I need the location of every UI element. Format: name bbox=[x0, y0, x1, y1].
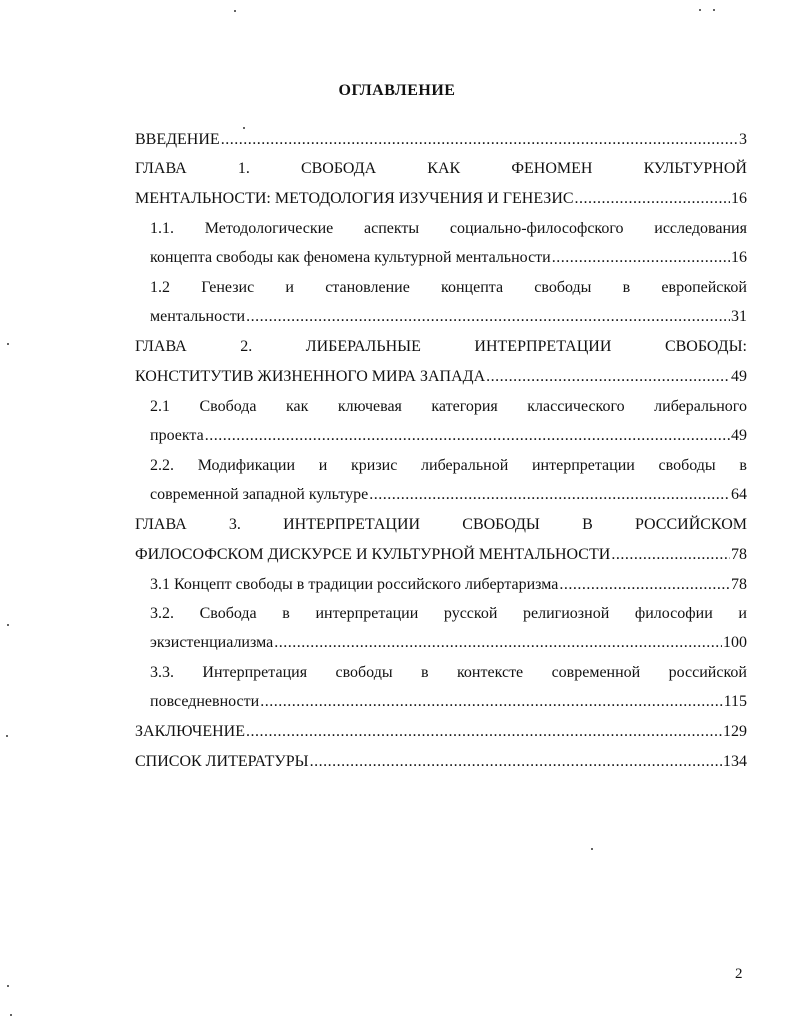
dot-leader bbox=[221, 127, 738, 153]
scan-speck bbox=[591, 848, 593, 850]
toc-chapter-3-line1[interactable] bbox=[135, 512, 747, 538]
toc-page-number: 49 bbox=[731, 427, 747, 444]
toc-entry-text: современной западной культуре bbox=[150, 486, 369, 503]
word: либерального bbox=[654, 398, 747, 415]
toc-section-1-2-line1[interactable] bbox=[150, 275, 747, 301]
word: современной bbox=[551, 664, 641, 681]
toc-chapter-1-line2[interactable] bbox=[135, 186, 747, 212]
word: и bbox=[738, 605, 747, 622]
word: и bbox=[318, 457, 328, 474]
scan-speck bbox=[234, 10, 236, 12]
toc-section-3-1[interactable] bbox=[150, 572, 747, 598]
toc-page-number: 49 bbox=[731, 368, 747, 385]
toc-section-3-2-line1[interactable] bbox=[150, 601, 747, 627]
dot-leader bbox=[486, 364, 730, 390]
word: СВОБОДЫ: bbox=[664, 338, 747, 355]
word: 3.3. bbox=[150, 664, 174, 681]
word: Методологические bbox=[204, 220, 334, 237]
toc-section-1-1-line2[interactable] bbox=[150, 245, 747, 271]
word: кризис bbox=[351, 457, 398, 474]
word: концепта bbox=[441, 279, 504, 296]
toc-chapter-1-line1[interactable] bbox=[135, 156, 747, 182]
scan-speck bbox=[6, 735, 8, 737]
toc-page-number: 16 bbox=[731, 190, 747, 207]
word: аспекты bbox=[364, 220, 420, 237]
toc-page-number: 100 bbox=[723, 634, 747, 651]
toc-section-3-2-line2[interactable] bbox=[150, 630, 747, 656]
toc-entry-text: ментальности bbox=[150, 308, 246, 325]
toc-section-1-1-line1[interactable] bbox=[150, 216, 747, 242]
word: ГЛАВА bbox=[135, 338, 187, 355]
toc-section-2-2-line1[interactable] bbox=[150, 453, 747, 479]
word: ЛИБЕРАЛЬНЫЕ bbox=[305, 338, 421, 355]
scan-speck bbox=[713, 9, 715, 11]
word: 3. bbox=[228, 516, 241, 533]
word: категория bbox=[431, 398, 498, 415]
word: классического bbox=[527, 398, 625, 415]
word: КУЛЬТУРНОЙ bbox=[643, 160, 747, 177]
word: КАК bbox=[427, 160, 461, 177]
word: Свобода bbox=[199, 398, 257, 415]
word: 1. bbox=[237, 160, 250, 177]
word: и bbox=[285, 279, 294, 296]
dot-leader bbox=[274, 630, 722, 656]
word: 1.2 bbox=[150, 279, 170, 296]
toc-page-number: 78 bbox=[731, 576, 747, 593]
toc-page-number: 129 bbox=[723, 723, 747, 740]
word: ИНТЕРПРЕТАЦИИ bbox=[283, 516, 421, 533]
word: контексте bbox=[456, 664, 524, 681]
scan-speck bbox=[10, 1014, 12, 1016]
word: 2.2. bbox=[150, 457, 174, 474]
dot-leader bbox=[246, 304, 730, 330]
toc-page-number: 115 bbox=[723, 693, 747, 710]
word: 2.1 bbox=[150, 398, 170, 415]
page-number: 2 bbox=[735, 966, 743, 982]
word: Свобода bbox=[199, 605, 257, 622]
toc-chapter-3-line2[interactable] bbox=[135, 542, 747, 568]
toc-page-number: 31 bbox=[731, 308, 747, 325]
toc-entry-text: 3.1 Концепт свободы в традиции российского либертаризма bbox=[150, 576, 559, 593]
toc-entry-text: МЕНТАЛЬНОСТИ: МЕТОДОЛОГИЯ ИЗУЧЕНИЯ И ГЕНЕЗИС bbox=[135, 190, 574, 207]
dot-leader bbox=[611, 542, 730, 568]
word: ГЛАВА bbox=[135, 160, 187, 177]
dot-leader bbox=[246, 719, 722, 745]
word: СВОБОДА bbox=[300, 160, 377, 177]
word: европейской bbox=[661, 279, 747, 296]
dot-leader bbox=[552, 245, 730, 271]
dot-leader bbox=[310, 749, 722, 775]
page-title: ОГЛАВЛЕНИЕ bbox=[338, 82, 456, 99]
toc-entry-text: ФИЛОСОФСКОМ ДИСКУРСЕ И КУЛЬТУРНОЙ МЕНТАЛЬНОСТИ bbox=[135, 546, 611, 563]
scan-speck bbox=[699, 9, 701, 11]
word: становление bbox=[325, 279, 410, 296]
word: ФЕНОМЕН bbox=[511, 160, 593, 177]
word: социально-философского bbox=[449, 220, 624, 237]
word: интерпретации bbox=[531, 457, 635, 474]
dot-leader bbox=[205, 423, 730, 449]
word: 2. bbox=[240, 338, 253, 355]
toc-section-3-3-line1[interactable] bbox=[150, 660, 747, 686]
word: РОССИЙСКОМ bbox=[634, 516, 747, 533]
toc-section-1-2-line2[interactable] bbox=[150, 304, 747, 330]
toc-entry-text: проекта bbox=[150, 427, 204, 444]
toc-entry-text: повседневности bbox=[150, 693, 260, 710]
dot-leader bbox=[559, 572, 730, 598]
word: Модификации bbox=[197, 457, 296, 474]
word: философии bbox=[634, 605, 713, 622]
word: в bbox=[622, 279, 631, 296]
word: СВОБОДЫ bbox=[462, 516, 540, 533]
toc-section-2-1-line1[interactable] bbox=[150, 394, 747, 420]
word: Генезис bbox=[201, 279, 255, 296]
word: Интерпретация bbox=[202, 664, 308, 681]
word: религиозной bbox=[523, 605, 610, 622]
toc-section-3-3-line2[interactable] bbox=[150, 689, 747, 715]
toc-chapter-2-line1[interactable] bbox=[135, 334, 747, 360]
toc-entry-references[interactable] bbox=[135, 749, 747, 775]
toc-entry-conclusion[interactable] bbox=[135, 719, 747, 745]
word: свободы bbox=[658, 457, 716, 474]
dot-leader bbox=[260, 689, 722, 715]
word: исследования bbox=[654, 220, 747, 237]
word: ИНТЕРПРЕТАЦИИ bbox=[474, 338, 612, 355]
word: как bbox=[285, 398, 309, 415]
dot-leader bbox=[575, 186, 730, 212]
word: в bbox=[421, 664, 429, 681]
toc-section-2-2-line2[interactable] bbox=[150, 482, 747, 508]
word: в bbox=[282, 605, 290, 622]
toc-entry-intro[interactable] bbox=[135, 127, 747, 153]
toc-page-number: 64 bbox=[731, 486, 747, 503]
toc-page-number: 134 bbox=[723, 753, 747, 770]
toc-entry-text: экзистенциализма bbox=[150, 634, 274, 651]
scan-speck bbox=[7, 985, 9, 987]
scan-speck bbox=[7, 624, 9, 626]
word: 1.1. bbox=[150, 220, 174, 237]
toc-entry-text: ВВЕДЕНИЕ bbox=[135, 131, 220, 148]
toc-entry-text: СПИСОК ЛИТЕРАТУРЫ bbox=[135, 753, 309, 770]
toc-page-number: 16 bbox=[731, 249, 747, 266]
word: свободы bbox=[534, 279, 592, 296]
word: В bbox=[582, 516, 593, 533]
dot-leader bbox=[369, 482, 730, 508]
word: либеральной bbox=[421, 457, 509, 474]
word: российской bbox=[668, 664, 747, 681]
word: интерпретации bbox=[315, 605, 419, 622]
toc-section-2-1-line2[interactable] bbox=[150, 423, 747, 449]
word: свободы bbox=[335, 664, 393, 681]
toc-page-number: 3 bbox=[739, 131, 747, 148]
toc-chapter-2-line2[interactable] bbox=[135, 364, 747, 390]
toc-entry-text: ЗАКЛЮЧЕНИЕ bbox=[135, 723, 245, 740]
scan-speck bbox=[7, 343, 9, 345]
toc-entry-text: КОНСТИТУТИВ ЖИЗНЕННОГО МИРА ЗАПАДА bbox=[135, 368, 486, 385]
word: русской bbox=[443, 605, 498, 622]
word: 3.2. bbox=[150, 605, 174, 622]
toc-entry-text: концепта свободы как феномена культурной ментальности bbox=[150, 249, 551, 266]
word: ГЛАВА bbox=[135, 516, 187, 533]
scan-speck bbox=[243, 127, 245, 129]
toc-page-number: 78 bbox=[731, 546, 747, 563]
word: ключевая bbox=[337, 398, 402, 415]
word: в bbox=[739, 457, 747, 474]
